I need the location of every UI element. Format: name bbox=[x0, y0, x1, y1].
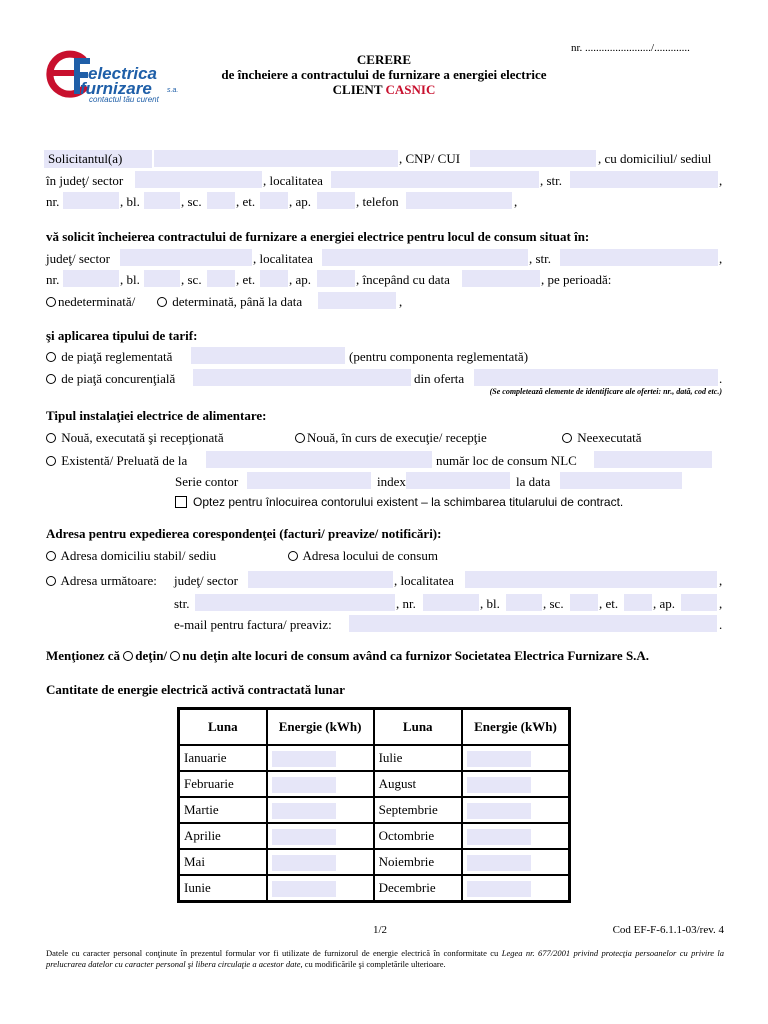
installation-existing-radio[interactable] bbox=[46, 456, 56, 466]
address-heading: Adresa pentru expedierea corespondenţei (facturi/ preavize/ notificări): bbox=[46, 526, 442, 541]
mention-own-radio[interactable] bbox=[123, 651, 133, 661]
applicant-telefon-field[interactable] bbox=[406, 192, 512, 209]
applicant-sc-label: , sc. bbox=[181, 194, 202, 209]
address-other-option[interactable] bbox=[46, 573, 157, 589]
tariff-competitive-field[interactable] bbox=[193, 369, 411, 386]
tariff-regulated-option[interactable] bbox=[46, 349, 172, 365]
month-cell: August bbox=[374, 771, 462, 797]
period-determinate-radio[interactable] bbox=[157, 297, 167, 307]
meter-serial-label: Serie contor bbox=[175, 474, 239, 489]
energy-table bbox=[177, 707, 571, 903]
consumption-start-date-field[interactable] bbox=[462, 270, 540, 287]
energy-cell bbox=[267, 745, 374, 771]
installation-new-done-radio[interactable] bbox=[46, 433, 56, 443]
consumption-bl-label: , bl. bbox=[120, 272, 140, 287]
month-cell: Septembrie bbox=[374, 797, 462, 823]
table-row bbox=[179, 745, 569, 771]
month-cell: Octombrie bbox=[374, 823, 462, 849]
energy-cell bbox=[462, 849, 569, 875]
tariff-regulated-field[interactable] bbox=[191, 347, 345, 364]
solicitant-label: Solicitantul(a) bbox=[48, 151, 123, 166]
energy-input[interactable] bbox=[272, 803, 336, 819]
energy-cell bbox=[267, 875, 374, 901]
privacy-note bbox=[46, 948, 724, 970]
table-row bbox=[179, 823, 569, 849]
month-cell: Iulie bbox=[374, 745, 462, 771]
page-number: 1/2 bbox=[373, 924, 388, 936]
period-comma: , bbox=[399, 294, 403, 309]
consumption-nr-label: nr. bbox=[46, 272, 60, 287]
consumption-localitatea-field[interactable] bbox=[322, 249, 528, 266]
installation-not-done-radio[interactable] bbox=[562, 433, 572, 443]
mention-prefix: Menţionez că bbox=[46, 648, 121, 663]
mention-line bbox=[46, 648, 649, 664]
col-energie-right: Energie (kWh) bbox=[462, 709, 569, 745]
address-domicile-option[interactable] bbox=[46, 548, 216, 564]
consumption-et-field[interactable] bbox=[260, 270, 288, 287]
consumption-nr-field[interactable] bbox=[63, 270, 119, 287]
address-consumption-option[interactable] bbox=[288, 548, 438, 564]
tariff-competitive-label: de piaţă concurenţială bbox=[61, 371, 176, 386]
tariff-competitive-radio[interactable] bbox=[46, 374, 56, 384]
applicant-localitatea-field[interactable] bbox=[331, 171, 539, 188]
consumption-judet-label: judeţ/ sector bbox=[46, 251, 110, 266]
month-cell: Martie bbox=[179, 797, 267, 823]
installation-new-progress-radio[interactable] bbox=[295, 433, 305, 443]
address-localitatea-label: , localitatea bbox=[394, 573, 454, 588]
mention-own-label: deţin/ bbox=[135, 648, 168, 663]
meter-index-field[interactable] bbox=[406, 472, 510, 489]
applicant-et-field[interactable] bbox=[260, 192, 288, 209]
energy-input[interactable] bbox=[467, 803, 531, 819]
privacy-note-law: Legea nr. 677/2001 privind protecţia persoanelor cu privire la prelucrarea datelor cu caracter personal şi libera circulaţie a acestor date bbox=[46, 948, 724, 969]
tariff-regulated-label: de piaţă reglementată bbox=[61, 349, 173, 364]
month-cell: Iunie bbox=[179, 875, 267, 901]
address-other-label: Adresa următoare: bbox=[60, 573, 157, 588]
registration-number: nr. ......................../............. bbox=[571, 42, 690, 54]
consumption-ap-field[interactable] bbox=[317, 270, 355, 287]
privacy-note-text-b: , cu modificările şi completările ulterioare. bbox=[300, 959, 446, 969]
tariff-offer-note: (Se completează elemente de identificare ale ofertei: nr., dată, cod etc.) bbox=[489, 387, 722, 396]
cnp-label: , CNP/ CUI bbox=[399, 151, 461, 166]
address-consumption-label: Adresa locului de consum bbox=[302, 548, 438, 563]
energy-heading: Cantitate de energie electrică activă contractată lunar bbox=[46, 682, 345, 697]
month-cell: Mai bbox=[179, 849, 267, 875]
installation-new-progress-option[interactable] bbox=[295, 430, 487, 446]
replace-meter-checkbox[interactable] bbox=[175, 496, 187, 508]
address-consumption-radio[interactable] bbox=[288, 551, 298, 561]
applicant-bl-label: , bl. bbox=[120, 194, 140, 209]
energy-cell bbox=[462, 771, 569, 797]
energy-input[interactable] bbox=[272, 881, 336, 897]
energy-input[interactable] bbox=[467, 881, 531, 897]
brand-name-line1: electrica bbox=[88, 64, 157, 83]
installation-new-done-label: Nouă, executată şi recepţionată bbox=[61, 430, 224, 445]
month-cell: Ianuarie bbox=[179, 745, 267, 771]
installation-not-done-label: Neexecutată bbox=[577, 430, 642, 445]
tariff-offer-label: din oferta bbox=[414, 371, 465, 386]
consumption-str-label: , str. bbox=[529, 251, 552, 266]
table-row bbox=[179, 797, 569, 823]
applicant-telefon-comma: , bbox=[514, 194, 518, 209]
month-cell: Decembrie bbox=[374, 875, 462, 901]
energy-cell bbox=[462, 823, 569, 849]
applicant-bl-field[interactable] bbox=[144, 192, 180, 209]
client-line bbox=[0, 82, 768, 98]
installation-nlc-field[interactable] bbox=[594, 451, 712, 468]
meter-serial-field[interactable] bbox=[247, 472, 371, 489]
installation-heading: Tipul instalaţiei electrice de alimentare: bbox=[46, 408, 267, 423]
address-judet-field[interactable] bbox=[248, 571, 393, 588]
energy-input[interactable] bbox=[272, 777, 336, 793]
energy-cell bbox=[267, 797, 374, 823]
consumption-heading: vă solicit încheierea contractului de furnizare a energiei electrice pentru locul de consum situat în: bbox=[46, 229, 590, 244]
meter-date-field[interactable] bbox=[560, 472, 682, 489]
period-determinate-option[interactable] bbox=[157, 294, 302, 310]
table-row bbox=[179, 771, 569, 797]
applicant-ap-field[interactable] bbox=[317, 192, 355, 209]
energy-table-header bbox=[179, 709, 569, 745]
tariff-offer-field[interactable] bbox=[474, 369, 718, 386]
installation-not-done-option[interactable] bbox=[562, 430, 641, 446]
period-indeterminate-radio[interactable] bbox=[46, 297, 56, 307]
applicant-localitatea-label: , localitatea bbox=[263, 173, 323, 188]
col-energie-left: Energie (kWh) bbox=[267, 709, 374, 745]
table-row bbox=[179, 875, 569, 901]
privacy-note-text-a: Datele cu caracter personal conţinute în prezentul formular vor fi utilizate de furnizorul de energie electrică în conformitate cu bbox=[46, 948, 499, 958]
consumption-period-label: , pe perioadă: bbox=[541, 272, 612, 287]
applicant-str-label: , str. bbox=[540, 173, 563, 188]
installation-previous-owner-field[interactable] bbox=[206, 451, 432, 468]
address-ap-label: , ap. bbox=[653, 596, 676, 611]
replace-meter-label: Optez pentru înlocuirea contorului existent – la schimbarea titularului de contract. bbox=[193, 495, 624, 509]
meter-index-label: index bbox=[377, 474, 406, 489]
energy-cell bbox=[462, 745, 569, 771]
energy-input[interactable] bbox=[467, 777, 531, 793]
mention-not-own-radio[interactable] bbox=[170, 651, 180, 661]
domiciliu-label: , cu domiciliul/ sediul bbox=[598, 151, 712, 166]
table-row bbox=[179, 849, 569, 875]
period-indeterminate-label: nedeterminată/ bbox=[58, 294, 136, 309]
consumption-sc-field[interactable] bbox=[207, 270, 235, 287]
meter-date-label: la data bbox=[516, 474, 551, 489]
client-label: CLIENT bbox=[332, 82, 383, 97]
address-nr-label: , nr. bbox=[396, 596, 416, 611]
installation-existing-label: Existentă/ Preluată de la bbox=[61, 453, 188, 468]
period-end-date-field[interactable] bbox=[318, 292, 396, 309]
energy-input[interactable] bbox=[272, 751, 336, 767]
address-domicile-label: Adresa domiciliu stabil/ sediu bbox=[60, 548, 217, 563]
consumption-localitatea-label: , localitatea bbox=[253, 251, 313, 266]
energy-cell bbox=[267, 849, 374, 875]
address-comma: , bbox=[719, 573, 723, 588]
tariff-competitive-option[interactable] bbox=[46, 371, 175, 387]
consumption-ap-label: , ap. bbox=[289, 272, 312, 287]
consumption-comma: , bbox=[719, 251, 723, 266]
month-cell: Februarie bbox=[179, 771, 267, 797]
energy-input[interactable] bbox=[467, 751, 531, 767]
applicant-judet-field[interactable] bbox=[135, 171, 262, 188]
brand-tagline: contactul tău curent bbox=[89, 95, 159, 104]
energy-input[interactable] bbox=[272, 855, 336, 871]
mention-not-own-label: nu deţin alte locuri de consum având ca furnizor Societatea Electrica Furnizare S.A. bbox=[182, 648, 650, 663]
applicant-nr-label: nr. bbox=[46, 194, 60, 209]
applicant-str-field[interactable] bbox=[570, 171, 718, 188]
month-cell: Noiembrie bbox=[374, 849, 462, 875]
brand-suffix: s.a. bbox=[167, 87, 179, 94]
installation-existing-option[interactable] bbox=[46, 453, 187, 469]
col-luna-left: Luna bbox=[179, 709, 267, 745]
energy-input[interactable] bbox=[467, 855, 531, 871]
form-title: CERERE bbox=[356, 52, 412, 67]
consumption-judet-field[interactable] bbox=[120, 249, 252, 266]
applicant-et-label: , et. bbox=[236, 194, 256, 209]
consumption-et-label: , et. bbox=[236, 272, 256, 287]
tariff-regulated-radio[interactable] bbox=[46, 352, 56, 362]
month-cell: Aprilie bbox=[179, 823, 267, 849]
consumption-sc-label: , sc. bbox=[181, 272, 202, 287]
address-localitatea-field[interactable] bbox=[465, 571, 717, 588]
applicant-ap-label: , ap. bbox=[289, 194, 312, 209]
address-other-radio[interactable] bbox=[46, 576, 56, 586]
address-judet-label: judeţ/ sector bbox=[174, 573, 238, 588]
address-bl-field[interactable] bbox=[506, 594, 542, 611]
form-code: Cod EF-F-6.1.1-03/rev. 4 bbox=[612, 924, 724, 936]
tariff-offer-dot: . bbox=[719, 371, 723, 386]
energy-cell bbox=[462, 797, 569, 823]
installation-new-progress-label: Nouă, în curs de execuţie/ recepţie bbox=[307, 430, 487, 445]
address-sc-field[interactable] bbox=[570, 594, 598, 611]
email-dot: . bbox=[719, 617, 723, 632]
applicant-comma: , bbox=[719, 173, 723, 188]
solicitant-name-field[interactable] bbox=[154, 150, 398, 167]
energy-cell bbox=[267, 823, 374, 849]
energy-input[interactable] bbox=[272, 829, 336, 845]
applicant-nr-field[interactable] bbox=[63, 192, 119, 209]
address-str-field[interactable] bbox=[195, 594, 395, 611]
form-subtitle: de încheiere a contractului de furnizare a energiei electrice bbox=[221, 67, 547, 82]
installation-nlc-label: număr loc de consum NLC bbox=[436, 453, 577, 468]
brand-name-line2: furnizare bbox=[80, 79, 152, 98]
applicant-telefon-label: , telefon bbox=[356, 194, 399, 209]
address-bl-label: , bl. bbox=[480, 596, 500, 611]
address-sc-label: , sc. bbox=[543, 596, 564, 611]
applicant-judet-label: în judeţ/ sector bbox=[46, 173, 124, 188]
tariff-heading: şi aplicarea tipului de tarif: bbox=[46, 328, 198, 343]
period-determinate-label: determinată, până la data bbox=[172, 294, 303, 309]
applicant-sc-field[interactable] bbox=[207, 192, 235, 209]
energy-cell bbox=[267, 771, 374, 797]
cnp-field[interactable] bbox=[470, 150, 596, 167]
address-et-label: , et. bbox=[599, 596, 619, 611]
consumption-start-label: , începând cu data bbox=[356, 272, 450, 287]
email-field[interactable] bbox=[349, 615, 717, 632]
energy-input[interactable] bbox=[467, 829, 531, 845]
address-line2-comma: , bbox=[719, 596, 723, 611]
address-ap-field[interactable] bbox=[681, 594, 717, 611]
energy-cell bbox=[462, 875, 569, 901]
consumption-bl-field[interactable] bbox=[144, 270, 180, 287]
tariff-regulated-note: (pentru componenta reglementată) bbox=[349, 349, 529, 364]
installation-new-done-option[interactable] bbox=[46, 430, 224, 446]
address-nr-field[interactable] bbox=[423, 594, 479, 611]
email-label: e-mail pentru factura/ preaviz: bbox=[174, 617, 332, 632]
address-domicile-radio[interactable] bbox=[46, 551, 56, 561]
address-str-label: str. bbox=[174, 596, 190, 611]
period-indeterminate-option[interactable] bbox=[46, 294, 135, 310]
consumption-str-field[interactable] bbox=[560, 249, 718, 266]
address-et-field[interactable] bbox=[624, 594, 652, 611]
col-luna-right: Luna bbox=[374, 709, 462, 745]
client-type: CASNIC bbox=[385, 82, 436, 97]
